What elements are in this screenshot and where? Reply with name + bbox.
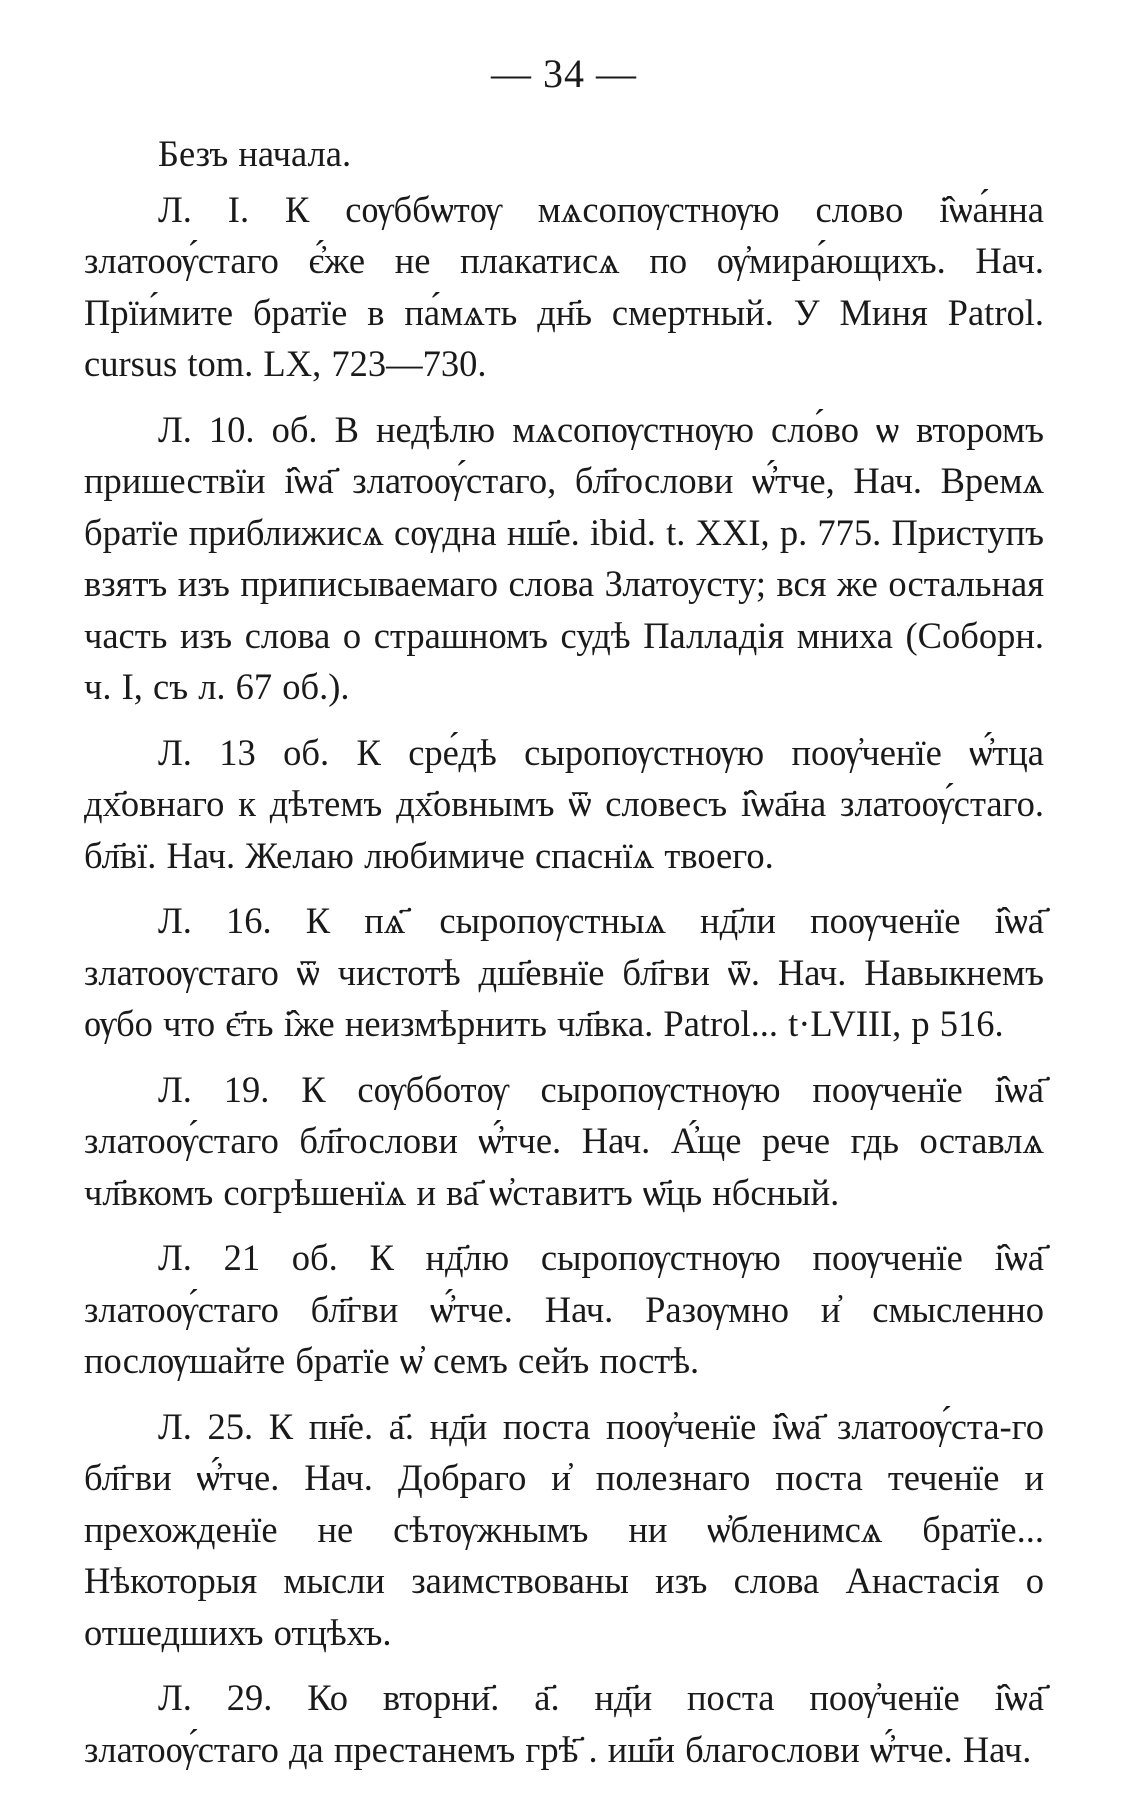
- entry-text: Л. 29. Ко вторни҃. а҃. нд҃и поста поѹ҆ченїе і̂ѡа҃ златоѹ́стаго да престанемъ грѣ҃ . иш҃и благослови ѡ҆́тче. Нач.: [84, 1677, 1044, 1770]
- entry-folio-29: [84, 1672, 1044, 1775]
- entry-text: Л. 25. К пн҃е. а҃. нд҃и поста поѹ҆ченїе і̂ѡа҃ златоѹ́ста-го бл҃гви ѡ҆́тче. Нач. Добраго и҆ полезнаго поста теченїе и прехожденїе не сѣтѹжнымъ ни ѡ҆бленимсѧ братїе... Нѣкоторыя мысли заимствованы изъ слова Анастасія о отшедшихъ отцѣхъ.: [84, 1405, 1044, 1653]
- entry-text: Л. 21 об. К нд҃лю сыропѹстнѹю поѹченїе і̂ѡа҃ златоѹ́стаго бл҃гви ѡ҆́тче. Нач. Разѹмно и҆ смысленно послѹшайте братїе ѡ҆ семъ сейъ постѣ.: [84, 1237, 1044, 1381]
- entry-folio-13: [84, 727, 1044, 882]
- entry-text: Л. 10. об. В недѣлю мѧсопѹстнѹю сло́во ѡ второмъ пришествїи і̂ѡа҃ златоѹ́стаго, бл҃гослови ѡ҆҆́тче, Нач. Времѧ братїе приближисѧ сѹдна нш҃е. ibid. t. XXI, p. 775. Приступъ взятъ изъ приписываемаго слова Златоусту; вся же остальная часть изъ слова о страшномъ судѣ Палладія мниха (Соборн. ч. I, съ л. 67 об.).: [84, 408, 1044, 707]
- page-number: — 34 —: [491, 51, 637, 96]
- document-page: [84, 44, 1044, 1789]
- entry-heading: [84, 128, 1044, 180]
- entry-folio-21: [84, 1232, 1044, 1387]
- entry-text: Безъ начала.: [158, 133, 352, 174]
- entry-folio-16: [84, 895, 1044, 1050]
- entry-folio-19: [84, 1064, 1044, 1219]
- entry-text: Л. 19. К сѹбботѹ сыропѹстнѹю поѹченїе і̂ѡа҃ златоѹ́стаго бл҃гослови ѡ҆́тче. Нач. А҆́ще рече гдь оставлѧ чл҃вкомъ согрѣшенїѧ и ва҃ ѡ҆ставитъ ѡ҃ць нбсный.: [84, 1068, 1044, 1213]
- entry-folio-1: [84, 184, 1044, 390]
- entry-folio-25: [84, 1401, 1044, 1659]
- entry-folio-10: [84, 404, 1044, 713]
- entry-text: Л. 16. К пѧ҃ сыропѹстныѧ нд҃ли поѹченїе і̂ѡа҃ златоѹстаго ѿ чистотѣ дш҃евнїе бл҃гви ѿ. Нач. Навыкнемъ ѹбо что є҃ть і̂же неизмѣрнить чл҃вка. Patrol... t·LVIII, p 516.: [84, 900, 1044, 1044]
- entry-text: Л. I. К сѹббѡтѹ мѧсопѹстнѹю слово і̂ѡа́нна златоѹ́стаго є҆́же не плакатисѧ по ѹ҆мира́ющихъ. Нач. Прїи́мите братїе в па́мѧть дн҃ь смертный. У Миня Patrol. cursus tom. LX, 723—730.: [84, 188, 1044, 384]
- entry-text: Л. 13 об. К сре́дѣ сыропѹстнѹю поѹ҆ченїе ѡ҆́тца дх҃овнаго к дѣтемъ дх҃овнымъ ѿ словесъ і̂ѡа҃на златоѹ́стаго. бл҃вї. Нач. Желаю любимиче спаснїѧ твоего.: [84, 731, 1044, 876]
